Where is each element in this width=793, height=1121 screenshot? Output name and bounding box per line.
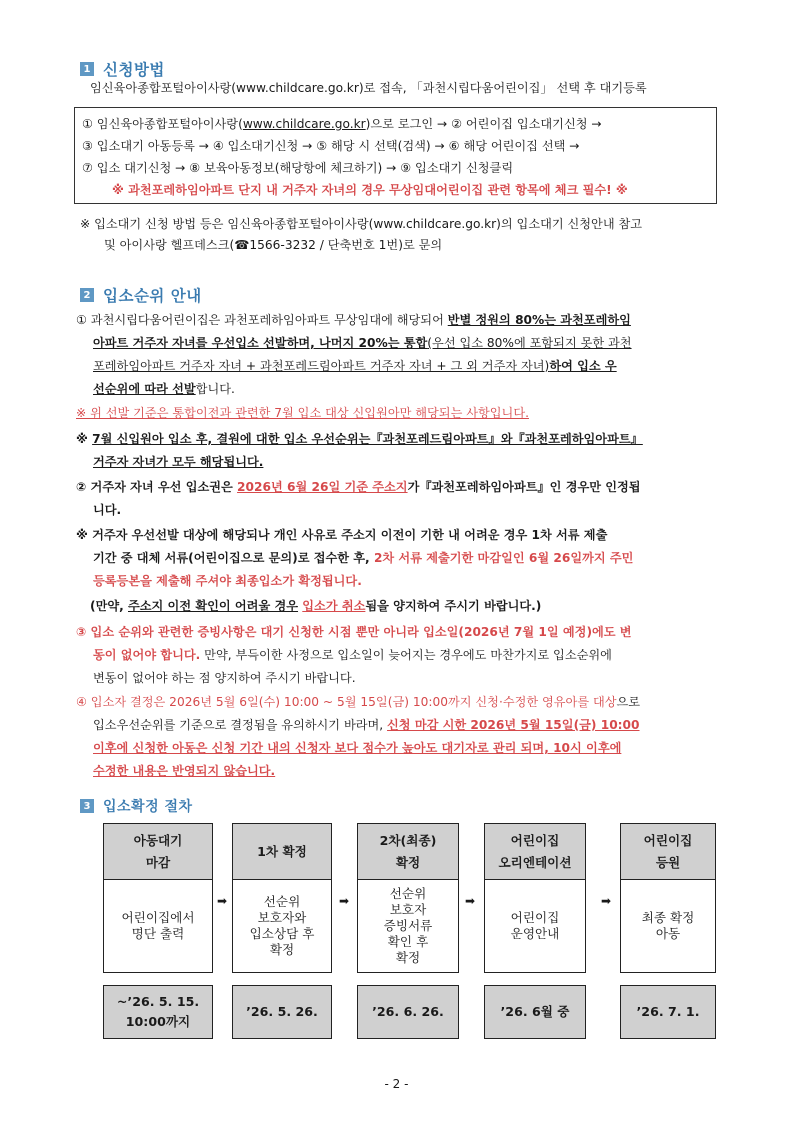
item-2-line-1-red: 2026년 6월 26일 기준 주소지: [237, 480, 408, 494]
section-1-heading: [80, 58, 165, 80]
step-4-date: ’26. 6월 중: [484, 985, 586, 1039]
step-5-date: ’26. 7. 1.: [620, 985, 716, 1039]
section-1-note-line-2: 및 아이사랑 헬프데스크(☎1566-3232 / 단축번호 1번)로 문의: [104, 238, 443, 252]
note-c-line-2-a: 기간 중 대체 서류(어린이집으로 문의)로 접수한 후,: [93, 551, 374, 565]
item-4-line-2-a: 입소우선순위를 기준으로 결정됨을 유의하시기 바라며,: [93, 718, 388, 732]
procedure-line-1: [82, 116, 602, 132]
step-3-head: 2차(최종) 확정: [358, 824, 458, 880]
procedure-line-3: ⑦ 입소 대기신청 → ⑧ 보육아동정보(해당항에 체크하기) → ⑨ 입소대기 신청클릭: [82, 161, 514, 175]
section-2-number: 2: [80, 288, 94, 302]
step-1-box: [103, 823, 213, 973]
step-1-head: 아동대기 마감: [104, 824, 212, 880]
page-number: - 2 -: [384, 1077, 409, 1091]
section-3-number: 3: [80, 799, 94, 813]
step-4-body: 어린이집 운영안내: [510, 910, 560, 941]
item-3-line-3: 변동이 없어야 하는 점 양지하여 주시기 바랍니다.: [93, 671, 356, 685]
note-b-line-1: [76, 431, 643, 447]
item-4-line-3: 이후에 신청한 아동은 신청 기간 내의 신청자 보다 점수가 높아도 대기자로 관리 되며, 10시 이후에: [93, 741, 622, 755]
item-3-line-2-red: 동이 없어야 합니다.: [93, 648, 201, 662]
step-4-head: 어린이집 오리엔테이션: [485, 824, 585, 880]
step-2-head: 1차 확정: [233, 824, 331, 880]
arrow-right-icon: ➡: [465, 894, 476, 908]
procedure-line-1-a: ① 임신육아종합포털아이사랑(: [82, 117, 243, 131]
section-1-note-line-1: ※ 입소대기 신청 방법 등은 임신육아종합포털아이사랑(www.childcare.go.kr)의 입소대기 신청안내 참고: [80, 217, 643, 231]
note-a: ※ 위 선발 기준은 통합이전과 관련한 7월 입소 대상 신입원아만 해당되는 사항입니다.: [76, 406, 529, 420]
item-4-line-1: [76, 694, 640, 710]
step-2-box: [232, 823, 332, 973]
step-3-date: ’26. 6. 26.: [357, 985, 459, 1039]
note-b-mark: ※: [76, 432, 93, 446]
step-2-body: 선순위 보호자와 입소상담 후 확정: [249, 894, 315, 957]
item-4-line-1-b: 으로: [616, 695, 641, 709]
step-3-box: [357, 823, 459, 973]
procedure-notice: ※ 과천포레하임아파트 단지 내 거주자 자녀의 경우 무상임대어린이집 관련 항목에 체크 필수! ※: [112, 183, 628, 197]
item-3-line-2-b: 만약, 부득이한 사정으로 입소일이 늦어지는 경우에도 마찬가지로 입소순위에: [200, 648, 612, 662]
section-1-title: 신청방법: [103, 61, 165, 79]
section-2-heading: [80, 284, 202, 306]
item-2-line-1-a: ② 거주자 자녀 우선 입소권은: [76, 480, 238, 494]
item-1-line-2-b: (우선 입소 80%에 포함되지 못한 과천: [427, 336, 632, 350]
note-c-line-3: 등록등본을 제출해 주셔야 최종입소가 확정됩니다.: [93, 574, 362, 588]
item-4-line-4: 수정한 내용은 반영되지 않습니다.: [93, 764, 276, 778]
childcare-link[interactable]: www.childcare.go.kr: [242, 117, 366, 131]
item-3-line-2: [93, 647, 612, 663]
note-c-line-4-a: (만약,: [90, 599, 128, 613]
item-1-line-4-a: 선순위에 따라 선발: [93, 382, 196, 396]
note-c-line-2: [93, 550, 633, 566]
item-3-line-1: ③ 입소 순위와 관련한 증빙사항은 대기 신청한 시점 뿐만 아니라 입소일(2026년 7월 1일 예정)에도 변: [76, 625, 632, 639]
note-c-line-4-c: 됨을 양지하여 주시기 바랍니다.): [365, 599, 542, 613]
procedure-line-2: ③ 입소대기 아동등록 → ④ 입소대기신청 → ⑤ 해당 시 선택(검색) → ⑥ 해당 어린이집 선택 →: [82, 139, 580, 153]
item-1-line-1-a: ① 과천시립다움어린이집은 과천포레하임아파트 무상임대에 해당되어: [76, 313, 448, 327]
item-4-line-1-red: ④ 입소자 결정은 2026년 5월 6일(수) 10:00 ~ 5월 15일(금) 10:00까지 신청·수정한 영유아를 대상: [76, 695, 617, 709]
arrow-right-icon: ➡: [339, 894, 350, 908]
section-2-title: 입소순위 안내: [103, 287, 202, 305]
note-c-line-4-red: 입소가 취소: [302, 599, 366, 613]
note-b-line-2: 거주자 자녀가 모두 해당됩니다.: [93, 455, 264, 469]
item-2-line-1: [76, 479, 641, 495]
item-2-line-1-b: 가『과천포레하임아파트』인 경우만 인정됩: [407, 480, 641, 494]
step-1-date: ~’26. 5. 15. 10:00까지: [103, 985, 213, 1039]
arrow-right-icon: ➡: [601, 894, 612, 908]
section-3-heading: [80, 796, 193, 816]
section-1-intro: 임신육아종합포털아이사랑(www.childcare.go.kr)로 접속, 「과천시립다움어린이집」 선택 후 대기등록: [90, 81, 647, 95]
section-3-title: 입소확정 절차: [103, 799, 193, 815]
note-c-line-4-u: 주소지 이전 확인이 어려울 경우: [128, 599, 299, 613]
note-c-line-2-red: 2차 서류 제출기한 마감일인 6월 26일까지 주민: [373, 551, 634, 565]
step-4-box: [484, 823, 586, 973]
item-4-line-2-red: 신청 마감 시한 2026년 5월 15일(금) 10:00: [387, 718, 640, 732]
step-5-box: [620, 823, 716, 973]
step-5-head: 어린이집 등원: [621, 824, 715, 880]
item-1-line-1: [76, 312, 631, 328]
item-1-line-2: [93, 335, 632, 351]
item-1-line-3-b: 하여 입소 우: [549, 359, 617, 373]
step-1-body: 어린이집에서 명단 출력: [121, 910, 195, 941]
step-2-date: ’26. 5. 26.: [232, 985, 332, 1039]
step-3-body: 선순위 보호자 증빙서류 확인 후 확정: [383, 886, 433, 965]
item-4-line-2: [93, 717, 640, 733]
item-1-line-2-a: 아파트 거주자 자녀를 우선입소 선발하며, 나머지 20%는 통합: [93, 336, 428, 350]
note-c-line-1: ※ 거주자 우선선발 대상에 해당되나 개인 사유로 주소지 이전이 기한 내 어려운 경우 1차 서류 제출: [76, 528, 608, 542]
step-5-body: 최종 확정 아동: [641, 910, 695, 941]
arrow-right-icon: ➡: [217, 894, 228, 908]
note-b-text-1: 7월 신입원아 입소 후, 결원에 대한 입소 우선순위는『과천포레드림아파트』와『과천포레하임아파트』: [92, 432, 643, 446]
item-2-line-2: 니다.: [93, 503, 122, 517]
procedure-line-1-b: )으로 로그인 → ② 어린이집 입소대기신청 →: [365, 117, 602, 131]
note-c-line-4: [90, 598, 541, 614]
item-1-line-4: [93, 381, 235, 397]
item-1-line-4-b: 합니다.: [195, 382, 235, 396]
item-1-line-3: [93, 358, 617, 374]
item-1-line-1-b: 반별 정원의 80%는 과천포레하임: [447, 313, 631, 327]
item-1-line-3-a: 포레하임아파트 거주자 자녀 + 과천포레드림아파트 거주자 자녀 + 그 외 거주자 자녀): [93, 359, 550, 373]
section-1-number: 1: [80, 62, 94, 76]
